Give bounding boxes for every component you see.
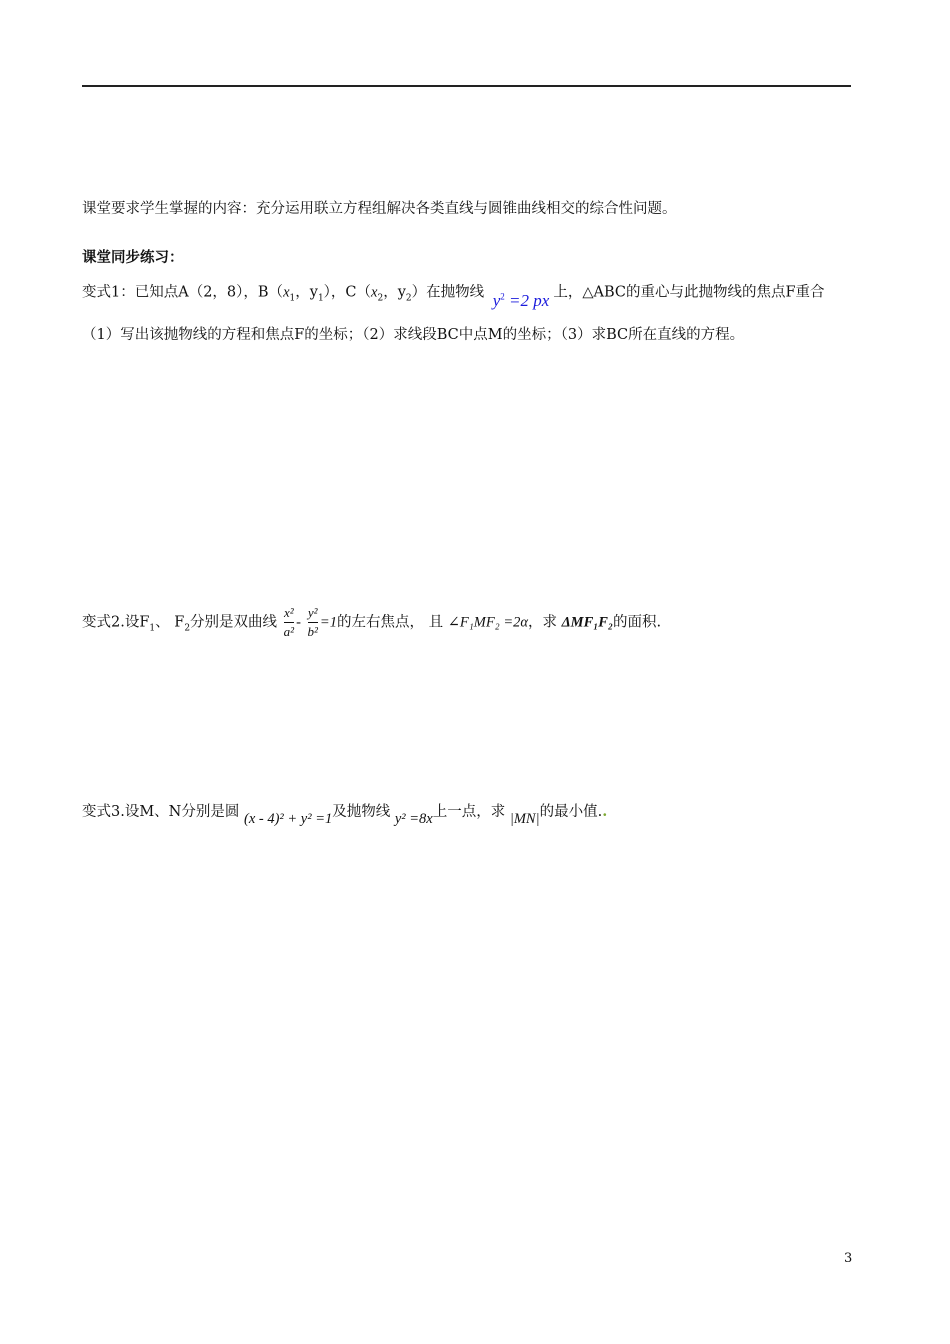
ex2-lead: 变式2.设F (82, 614, 150, 631)
ex1-mid3: ，y (383, 284, 406, 301)
section-title: 课堂同步练习： (82, 249, 184, 266)
ex1-y2-sub: 2 (405, 293, 412, 304)
ex2-text3: ，求 (527, 614, 557, 631)
ex1-x2-sub: 2 (377, 293, 384, 304)
ex2-text1: 分别是双曲线 (190, 614, 278, 631)
ex2-frac2-num: y² (307, 605, 318, 620)
ex1-eq-y: y (492, 290, 501, 310)
ex2-sep: 、 F (155, 614, 185, 631)
exercise-1 (82, 277, 825, 309)
ex1-mid4: ）在抛物线 (411, 284, 485, 301)
ex3-abs-mn: |MN| (509, 811, 540, 827)
ex3-lead: 变式3.设M、N分别是圆 (82, 804, 240, 820)
ex2-triangle: ΔMF₁F₂ (561, 614, 614, 631)
ex1-eq-sup: 2 (500, 291, 505, 301)
ex1-eq-rest: =2 px (504, 290, 550, 310)
ex2-equals-one: =1 (319, 614, 337, 631)
ex2-f1-sub: 1 (149, 623, 156, 634)
ex2-minus: - (296, 614, 301, 631)
ex1-x2: x (371, 284, 378, 301)
ex3-parabola-equation: y² =8x (394, 811, 433, 827)
ex2-angle-condition: ∠F₁MF₂ =2α (447, 614, 528, 631)
ex1-tail: 上，△ABC的重心与此抛物线的焦点F重合 (553, 284, 825, 301)
intro-text: 课堂要求学生掌握的内容：充分运用联立方程组解决各类直线与圆锥曲线相交的综合性问题。 (82, 201, 677, 217)
exercise-1-questions: （1）写出该抛物线的方程和焦点F的坐标；（2）求线段BC中点M的坐标；（3）求BC所在直线的方程。 (82, 327, 745, 343)
ex1-parabola-equation (493, 291, 550, 310)
page-number: 3 (844, 1251, 853, 1266)
ex2-f2-sub: 2 (184, 623, 191, 634)
ex1-mid2: ），C（ (323, 284, 372, 301)
ex2-frac1-bar (284, 622, 294, 623)
ex2-frac1-num: x² (284, 605, 294, 620)
ex2-text4: 的面积. (613, 614, 662, 631)
ex3-marker-dot: . (602, 803, 608, 820)
ex3-text1: 及抛物线 (332, 804, 391, 820)
ex2-text2: 的左右焦点， 且 (336, 614, 444, 631)
ex2-frac2-den: b² (307, 624, 318, 639)
ex1-x1: x (283, 284, 290, 301)
ex3-text2: 上一点，求 (432, 804, 506, 820)
ex1-y1-sub: 1 (317, 293, 324, 304)
ex3-text3: 的最小值. (539, 804, 603, 820)
ex1-x1-sub: 1 (289, 293, 296, 304)
ex3-circle-equation: (x - 4)² + y² =1 (243, 811, 333, 827)
ex2-frac2-bar (308, 622, 318, 623)
ex1-mid1: ，y (295, 284, 318, 301)
exercise-3 (82, 802, 608, 827)
header-rule (82, 85, 851, 87)
ex2-frac1-den: a² (283, 624, 295, 639)
exercise-2 (82, 605, 661, 645)
ex2-fraction-x-over-a (284, 605, 294, 640)
ex2-fraction-y-over-b (308, 605, 318, 640)
ex1-lead: 变式1：已知点A（2，8），B（ (82, 284, 284, 301)
